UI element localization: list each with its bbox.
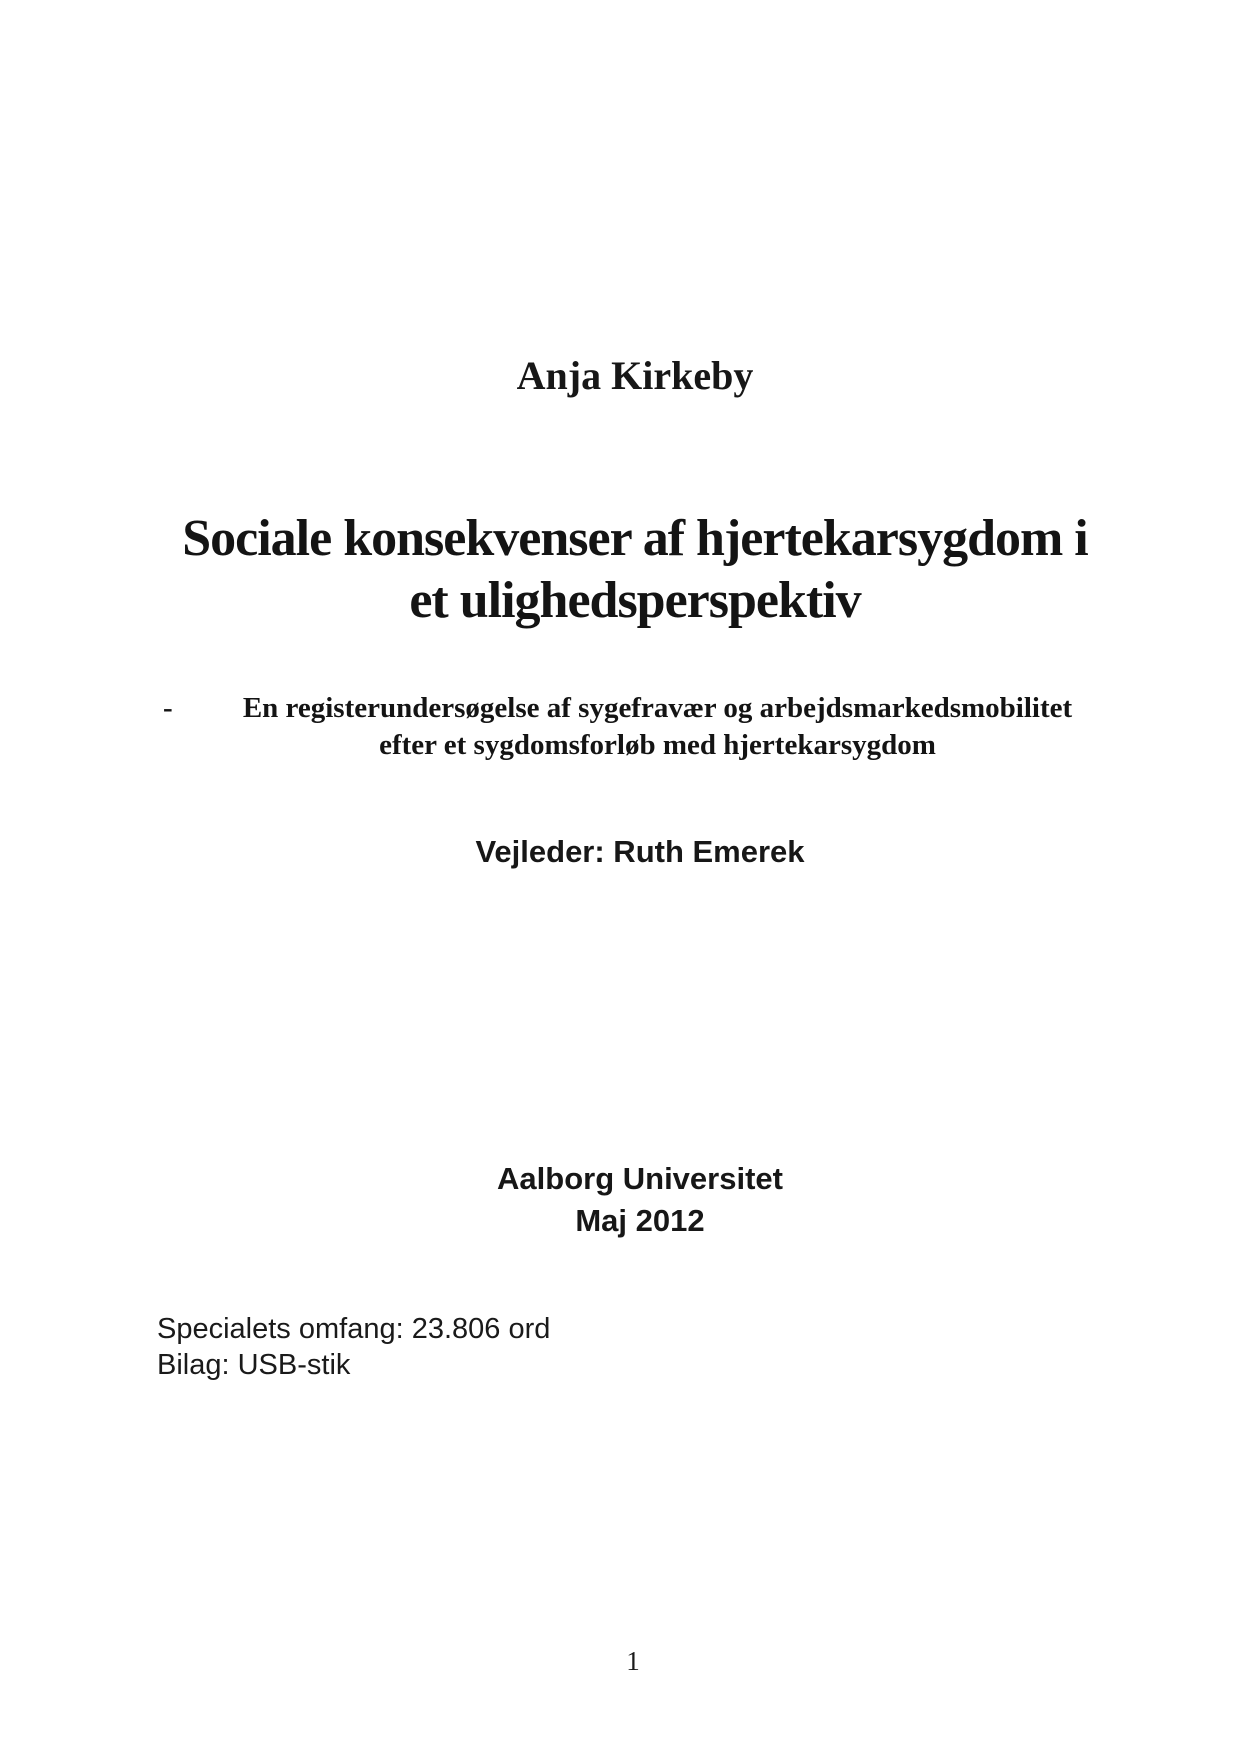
title-line-2: et ulighedsperspektiv: [409, 572, 861, 629]
appendix-line: Bilag: USB-stik: [157, 1349, 351, 1381]
thesis-details-block: [157, 1311, 550, 1383]
word-count-line: Specialets omfang: 23.806 ord: [157, 1313, 551, 1345]
supervisor-line: Vejleder: Ruth Emerek: [475, 834, 805, 869]
title-line-1: Sociale konsekvenser af hjertekarsygdom i: [182, 510, 1088, 567]
document-subtitle: [205, 690, 1110, 764]
subtitle-line-2: efter et sygdomsforløb med hjertekarsygdom: [379, 729, 936, 761]
subtitle-bullet-dash: -: [163, 692, 173, 724]
document-title: [0, 508, 1240, 632]
subtitle-line-1: En registerundersøgelse af sygefravær og arbejdsmarkedsmobilitet: [242, 692, 1073, 724]
institution-name: Aalborg Universitet: [497, 1161, 783, 1196]
author-name: Anja Kirkeby: [516, 353, 754, 398]
publication-date: Maj 2012: [575, 1203, 705, 1238]
institution-block: [0, 1158, 1240, 1242]
page-number: 1: [626, 1646, 640, 1676]
